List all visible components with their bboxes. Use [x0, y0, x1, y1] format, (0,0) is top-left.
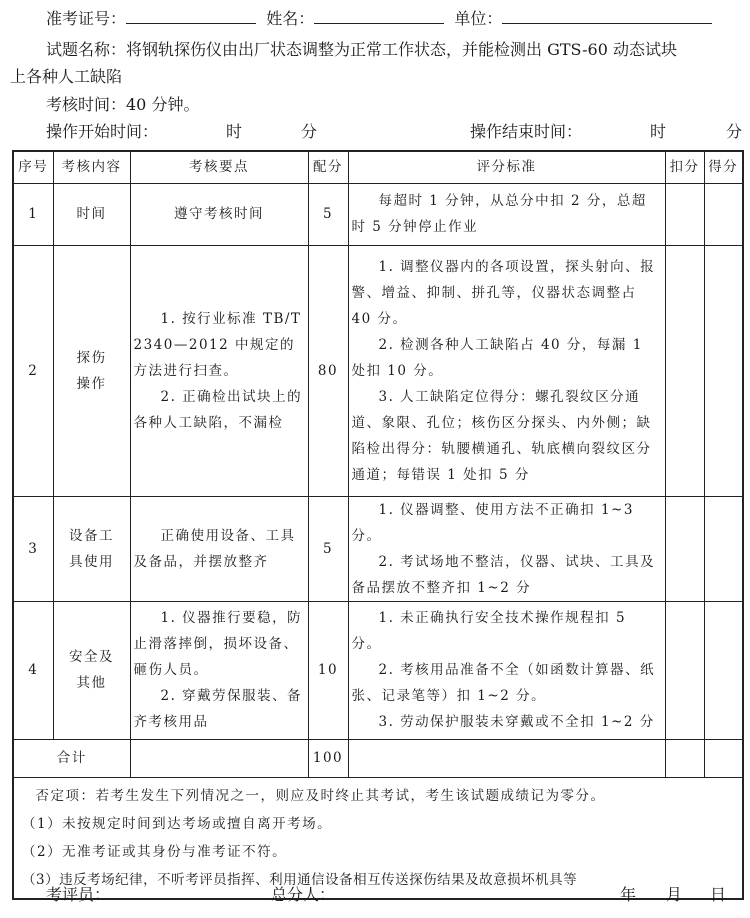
name-label: 姓名： [266, 9, 315, 28]
row-criteria [348, 601, 665, 739]
note-item: （2）无准考证或其身份与准考证不符。 [22, 843, 288, 860]
table-row [13, 601, 743, 739]
header-points: 考核要点 [130, 151, 308, 183]
header-no: 序号 [13, 151, 53, 183]
table-header-row [13, 151, 743, 183]
criteria-item: 2. 检测各种人工缺陷占 40 分，每漏 1 处扣 10 分。 [351, 336, 643, 379]
exam-title [46, 37, 677, 60]
total-row [13, 739, 743, 777]
criteria-item: 1. 调整仪器内的各项设置，探头射向、报警、增益、抑制、拼孔等，仪器状态调整占 40 分。 [351, 258, 656, 327]
row-content: 设备工具使用 [53, 496, 130, 601]
examiner-label: 考评员： [46, 885, 111, 904]
title-label: 试题名称： [46, 40, 127, 59]
point-item: 2. 正确检出试块上的各种人工缺陷，不漏检 [133, 388, 303, 431]
point-item: 2. 穿戴劳保服装、备齐考核用品 [133, 688, 303, 730]
deduction-cell[interactable] [665, 601, 704, 739]
row-no: 1 [13, 183, 53, 245]
day-label: 日 [710, 885, 727, 904]
table-row [13, 245, 743, 496]
row-content: 安全及其他 [53, 601, 130, 739]
exam-id-label: 准考证号： [46, 9, 127, 28]
title-text-cont: 上各种人工缺陷 [10, 67, 123, 86]
unit-field[interactable] [502, 9, 712, 24]
table-row [13, 183, 743, 245]
row-points [130, 245, 308, 496]
row-no: 3 [13, 496, 53, 601]
deduction-cell[interactable] [665, 245, 704, 496]
criteria-item: 2. 考核用品准备不全（如函数计算器、纸张、记录笔等）扣 1~2 分。 [351, 662, 656, 704]
row-criteria: 每超时 1 分钟，从总分中扣 2 分，总超时 5 分钟停止作业 [348, 183, 665, 245]
criteria-item: 1. 仪器调整、使用方法不正确扣 1~3 分。 [351, 501, 634, 544]
deduction-cell[interactable] [665, 739, 704, 777]
veto-notes [13, 777, 743, 899]
note-item: （1）未按规定时间到达考场或擅自离开考场。 [22, 815, 333, 832]
obtained-cell[interactable] [704, 496, 743, 601]
header-content: 考核内容 [53, 151, 130, 183]
row-points: 遵守考核时间 [130, 183, 308, 245]
row-content: 探伤操作 [53, 245, 130, 496]
time-limit: 考核时间：40 分钟。 [46, 95, 200, 114]
year-label: 年 [620, 885, 637, 904]
row-score: 80 [308, 245, 348, 496]
row-criteria [348, 496, 665, 601]
scorer-label: 总分人： [271, 885, 336, 904]
point-item: 1. 按行业标准 TB/T 2340—2012 中规定的方法进行扫查。 [133, 310, 302, 379]
exam-id-line [46, 6, 712, 29]
start-minute: 分 [301, 122, 318, 141]
deduction-cell[interactable] [665, 496, 704, 601]
start-label: 操作开始时间： [46, 122, 159, 141]
footer [46, 882, 746, 905]
row-content: 时间 [53, 183, 130, 245]
total-label: 合计 [13, 739, 130, 777]
operation-time-line [46, 119, 746, 142]
point-item: 1. 仪器推行要稳，防止滑落摔倒，损坏设备、砸伤人员。 [133, 610, 303, 678]
criteria-item: 3. 劳动保护服装未穿戴或不全扣 1~2 分 [378, 714, 655, 730]
table-row [13, 496, 743, 601]
criteria-item: 2. 考试场地不整洁，仪器、试块、工具及备品摆放不整齐扣 1~2 分 [351, 553, 656, 596]
row-score: 10 [308, 601, 348, 739]
row-points: 正确使用设备、工具及备品，并摆放整齐 [130, 496, 308, 601]
note-item: 否定项：若考生发生下列情况之一，则应及时终止其考试，考生该试题成绩记为零分。 [35, 787, 606, 804]
scoring-table [12, 150, 744, 900]
row-criteria [348, 245, 665, 496]
row-points [130, 601, 308, 739]
exam-id-field[interactable] [126, 9, 256, 24]
header-criteria: 评分标准 [348, 151, 665, 183]
obtained-cell[interactable] [704, 601, 743, 739]
obtained-cell[interactable] [704, 183, 743, 245]
header-obtained: 得分 [704, 151, 743, 183]
row-no: 2 [13, 245, 53, 496]
criteria-item: 1. 未正确执行安全技术操作规程扣 5 分。 [351, 610, 627, 652]
row-no: 4 [13, 601, 53, 739]
name-field[interactable] [314, 9, 444, 24]
header-score: 配分 [308, 151, 348, 183]
total-score: 100 [308, 739, 348, 777]
obtained-cell[interactable] [704, 739, 743, 777]
unit-label: 单位： [454, 9, 503, 28]
end-minute: 分 [726, 122, 743, 141]
end-hour: 时 [650, 122, 667, 141]
deduction-cell[interactable] [665, 183, 704, 245]
note-item: （3）违反考场纪律，不听考评员指挥、利用通信设备相互传送探伤结果及故意损坏机具等 [22, 871, 578, 888]
row-score: 5 [308, 496, 348, 601]
obtained-cell[interactable] [704, 245, 743, 496]
start-hour: 时 [226, 122, 243, 141]
month-label: 月 [666, 885, 683, 904]
title-text: 将钢轨探伤仪由出厂状态调整为正常工作状态，并能检测出 GTS-60 动态试块 [126, 40, 677, 59]
row-score: 5 [308, 183, 348, 245]
criteria-item: 3. 人工缺陷定位得分：螺孔裂纹区分通道、象限、孔位；核伤区分探头、内外侧；缺陷检出得分：轨腰横通孔、轨底横向裂纹区分通道；每错误 1 处扣 5 分 [351, 388, 652, 483]
end-label: 操作结束时间： [470, 122, 583, 141]
notes-row [13, 777, 743, 899]
header-deduction: 扣分 [665, 151, 704, 183]
